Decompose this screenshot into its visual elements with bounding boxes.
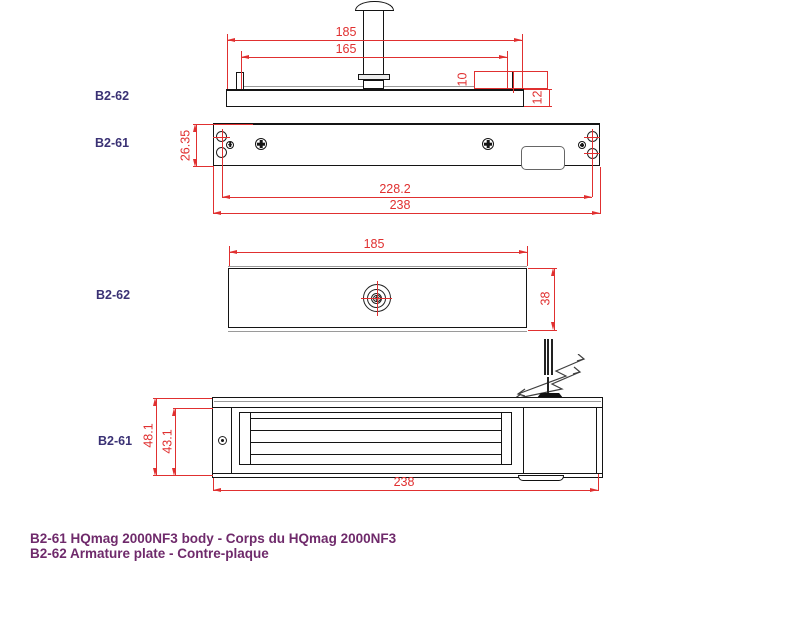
flange-bottom-line [212,407,603,408]
ext-238-v4-right [598,474,599,491]
right-inner-edge [596,407,597,473]
dim-text-185-v1: 185 [335,25,357,39]
screw-cross-bar [257,143,265,146]
lamination-line-1 [251,418,502,419]
connector-cutout [521,146,565,170]
dim-481-tick-top [153,398,212,399]
dim-431-tick-top [173,408,213,409]
view1-label: B2-62 [95,89,130,103]
ext-185-v3-right [527,246,528,266]
lamination-line-3 [251,442,502,443]
ext-165-left [241,51,242,89]
bolt-head [355,1,394,11]
dim-line-165 [241,57,507,58]
dim-text-165: 165 [335,42,357,56]
phillips-screw-icon-left [255,138,267,150]
dim-2635-line [196,124,197,167]
dim-box-10 [474,71,549,89]
dim-2635-tick-top [193,124,253,125]
armature-plate-side [226,89,524,107]
ext-238-right-v2 [600,167,601,214]
dim-431-line [175,408,176,476]
body-bottom-inner-line [212,473,603,474]
witness-2282-right [592,129,593,198]
right-divider [523,407,524,473]
body-top-inner-gray [214,401,601,402]
dim-line-185-v3 [229,252,527,253]
gasket-line-top [228,266,527,267]
dim-text-238-v2: 238 [389,198,411,212]
lamination-line-2 [251,430,502,431]
cable-tail [547,377,550,394]
dim-text-2282: 228.2 [379,182,411,196]
ext-185-left [227,34,228,89]
screw-cross-bar [484,143,492,146]
ext-238-left-v2 [213,167,214,214]
core-endcap-right-line [501,412,502,465]
dim-10-witness [513,71,514,93]
view2-label: B2-61 [95,136,130,150]
dim-38-line [554,268,555,330]
bottom-tab [518,475,564,482]
dim-line-185-v1 [227,40,522,41]
witness-2282-left [222,129,223,198]
phillips-screw-icon-small-right [578,141,586,149]
dim-text-431: 43.1 [160,428,175,454]
ext-238-v4-left [213,478,214,491]
phillips-screw-icon-right [482,138,494,150]
legend-line-armature: B2-62 Armature plate - Contre-plaque [30,546,269,561]
dim-12-line [549,89,550,107]
legend-line-body: B2-61 HQmag 2000NF3 body - Corps du HQmag 2000NF3 [30,531,397,546]
gasket-line-bottom [228,331,527,332]
dim-text-481: 48.1 [141,422,156,448]
dim-text-12: 12 [530,90,545,104]
view4-label: B2-61 [98,434,133,448]
lamination-line-4 [251,454,502,455]
screw-cross-bar [580,144,585,146]
dim-text-185-v3: 185 [363,237,385,251]
ext-185-v3-left [229,246,230,266]
dim-48-43-tick-bottom [153,475,213,476]
dim-text-38: 38 [538,291,553,305]
phillips-screw-icon-small-left [226,141,234,149]
dim-481-line [156,398,157,476]
crosshair-v-center [377,281,378,316]
left-divider [231,407,232,473]
magnet-core [239,412,512,465]
dim-text-10: 10 [455,72,470,86]
dim-line-238-v4 [213,490,598,491]
dim-text-238-v4: 238 [393,475,415,489]
dim-text-2635: 26.35 [178,129,193,161]
view3-label: B2-62 [96,288,131,302]
core-endcap-left-line [250,412,251,465]
screw-cross-bar [228,144,233,146]
dim-line-238-v2 [213,213,600,214]
